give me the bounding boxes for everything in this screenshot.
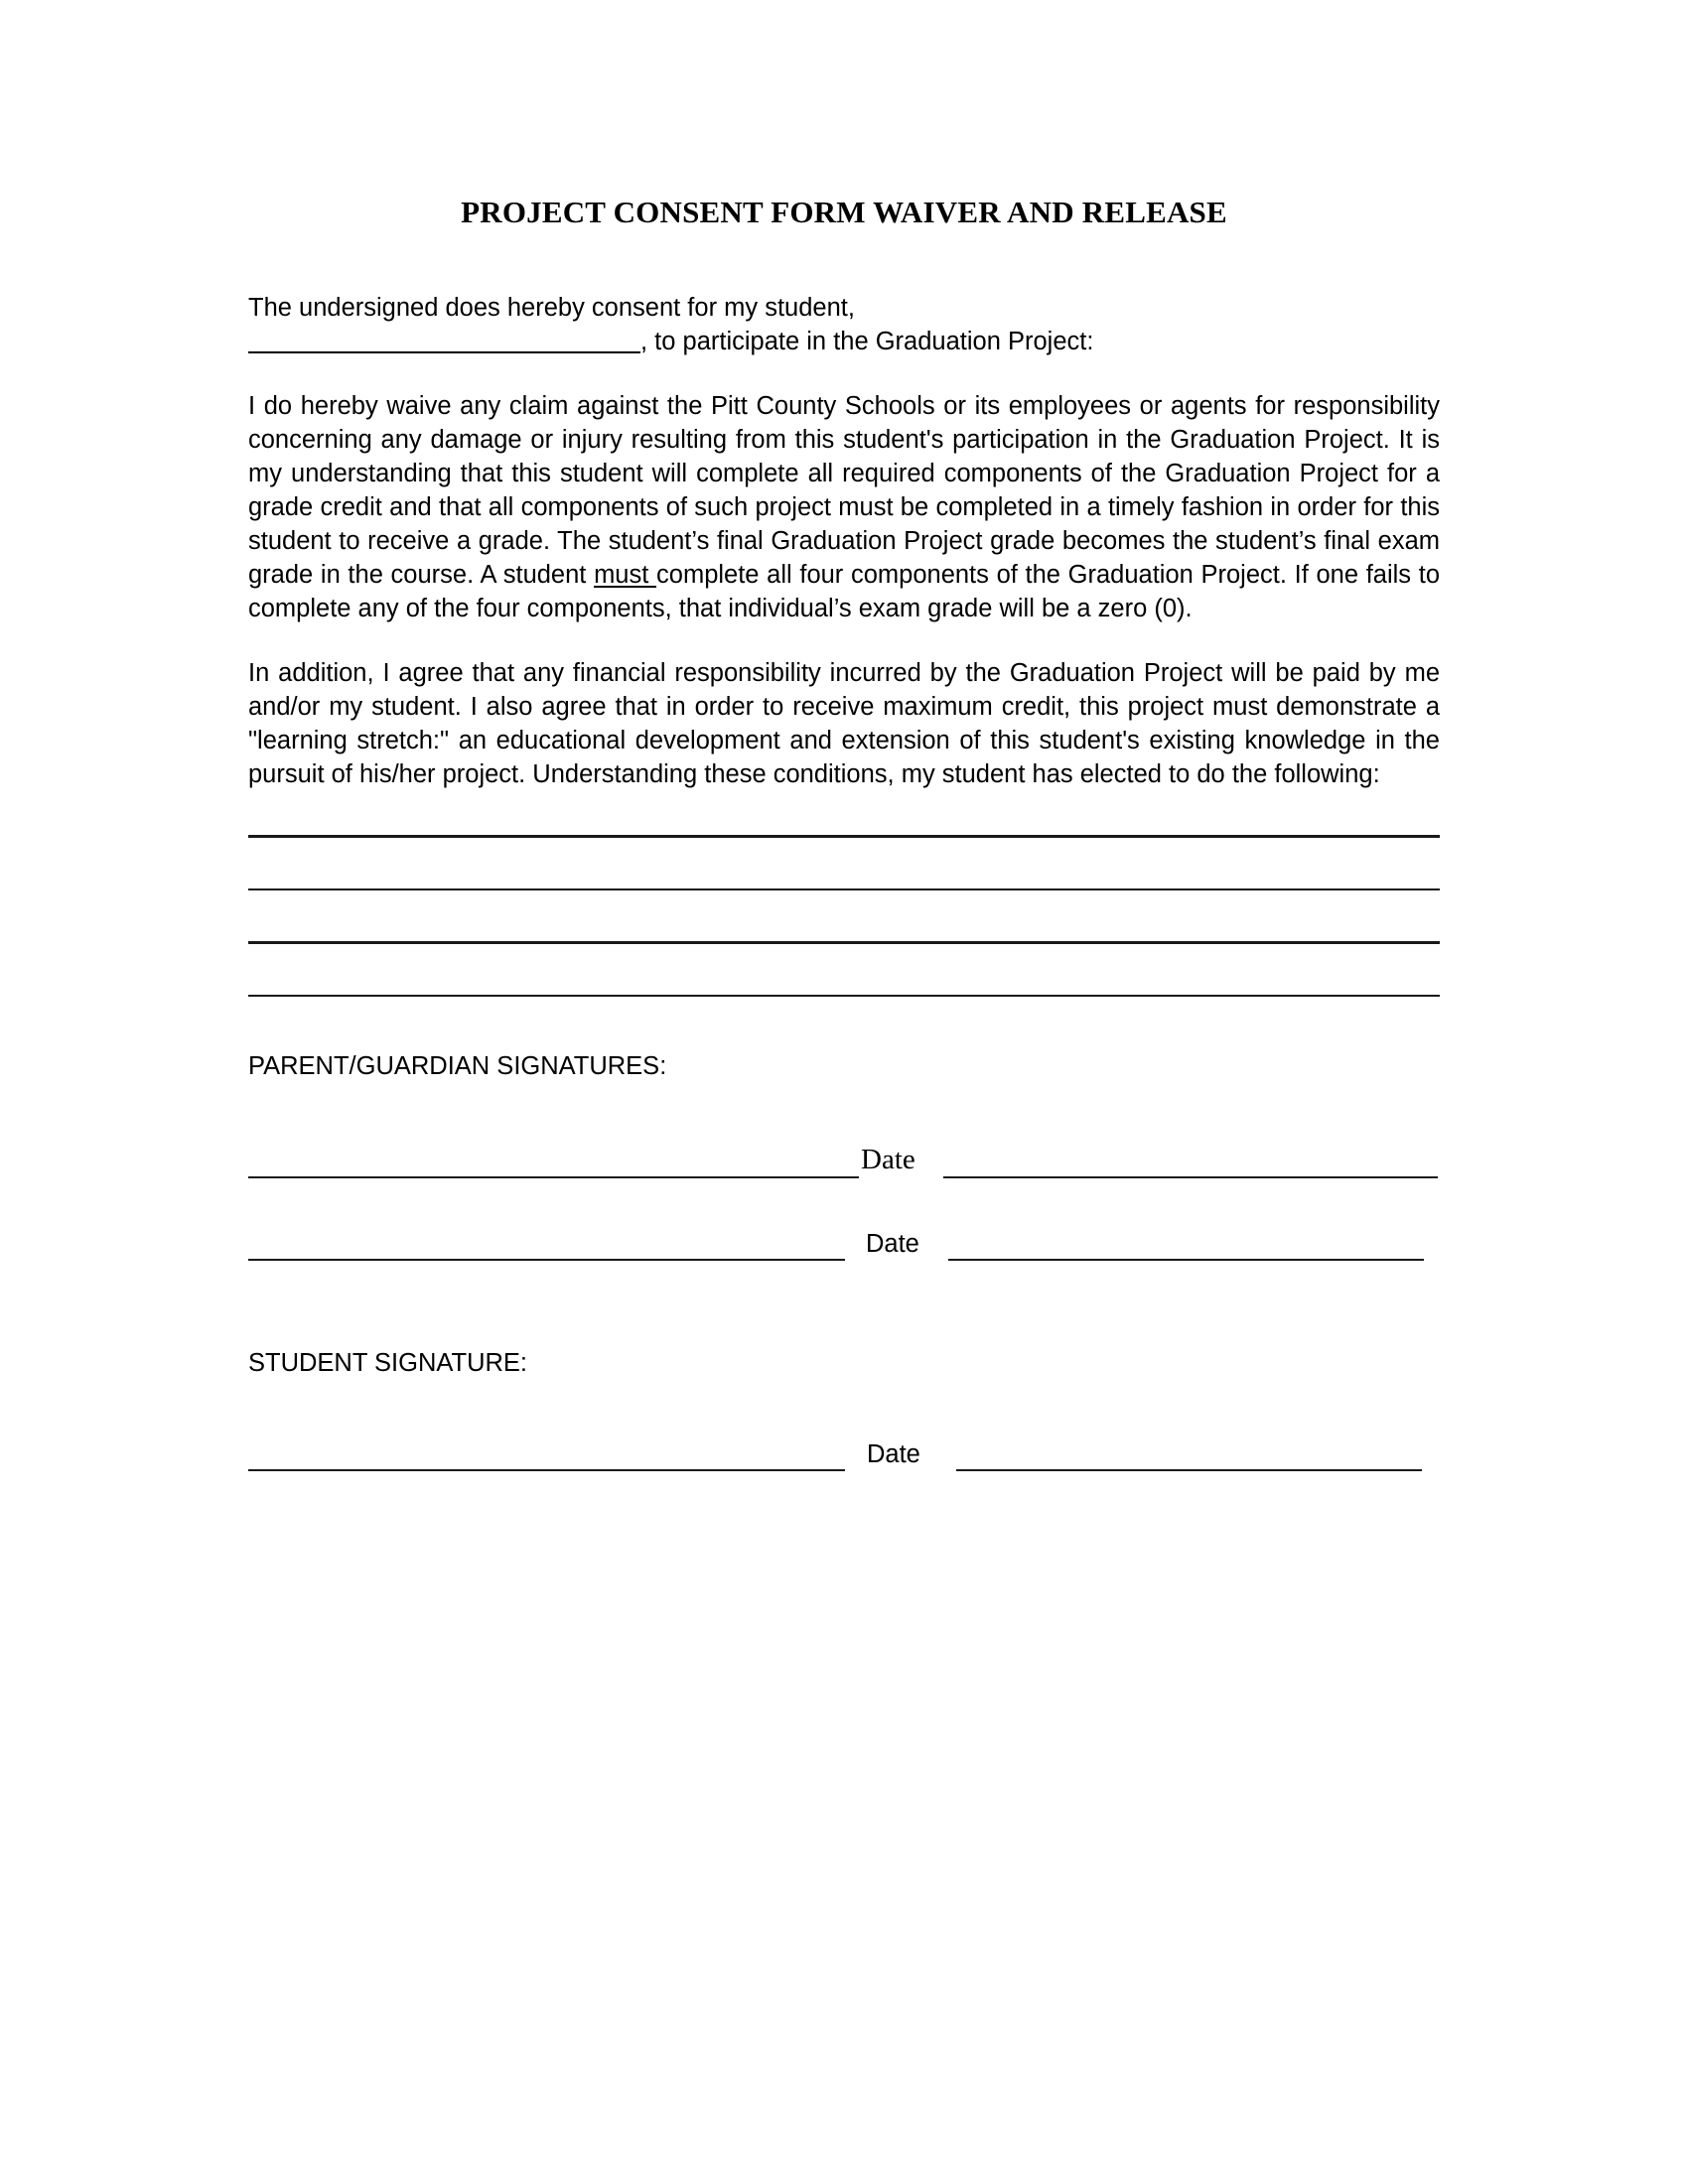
document-content <box>248 0 1440 1471</box>
parent-signature-heading: PARENT/GUARDIAN SIGNATURES: <box>248 1052 667 1081</box>
parent-date-line-1[interactable] <box>943 1176 1438 1179</box>
intro-line-2-text: , to participate in the Graduation Project: <box>640 328 1094 356</box>
parent-signature-line-1[interactable] <box>248 1176 859 1179</box>
page-title: PROJECT CONSENT FORM WAIVER AND RELEASE <box>461 195 1227 229</box>
student-signature-row <box>248 1435 1440 1471</box>
intro-paragraph <box>248 229 1440 358</box>
date-label-2: Date <box>866 1229 919 1258</box>
parent-date-line-2[interactable] <box>948 1259 1424 1262</box>
student-signature-line[interactable] <box>248 1469 845 1472</box>
intro-line-2 <box>248 325 1440 358</box>
student-date-line[interactable] <box>956 1469 1422 1472</box>
write-in-lines <box>248 791 1440 997</box>
parent-signature-row-1 <box>248 1143 1440 1178</box>
financial-paragraph: In addition, I agree that any financial responsibility incurred by the Graduation Project will be paid by me and/or my student. I also agree that in order to receive maximum credit, this project must demonstrate a "learning stretch:" an educational development and extension of this student's existing knowledge in the pursuit of his/her project. Understanding these conditions, my student has elected to do the following: <box>248 659 1440 789</box>
parent-signature-section <box>248 997 1440 1261</box>
intro-line-1: The undersigned does hereby consent for my student, <box>248 294 855 323</box>
date-label-1: Date <box>861 1144 915 1176</box>
waiver-emphasis-must: must <box>594 561 657 590</box>
waiver-paragraph-part-2: complete all four components of the Graduation Project. If one fails to complete any of the four components, that individual’s exam grade will be a zero (0). <box>248 561 1440 623</box>
student-signature-heading: STUDENT SIGNATURE: <box>248 1349 527 1378</box>
student-signature-section <box>248 1346 1440 1471</box>
waiver-paragraph <box>248 389 1440 625</box>
date-label-3: Date <box>867 1439 920 1468</box>
parent-signature-row-2 <box>248 1225 1440 1261</box>
waiver-paragraph-part-1: I do hereby waive any claim against the Pitt County Schools or its employees or agents for responsibility concerning any damage or injury resulting from this student's participation in the Graduation Project. It is my understanding that this student will complete all required components of the Graduation Project for a grade credit and that all components of such project must be completed in a timely fashion in order for this student to receive a grade. The student’s final Graduation Project grade becomes the student’s final exam grade in the course. A student <box>248 392 1440 590</box>
student-name-blank[interactable] <box>248 350 640 353</box>
parent-signature-line-2[interactable] <box>248 1259 845 1262</box>
